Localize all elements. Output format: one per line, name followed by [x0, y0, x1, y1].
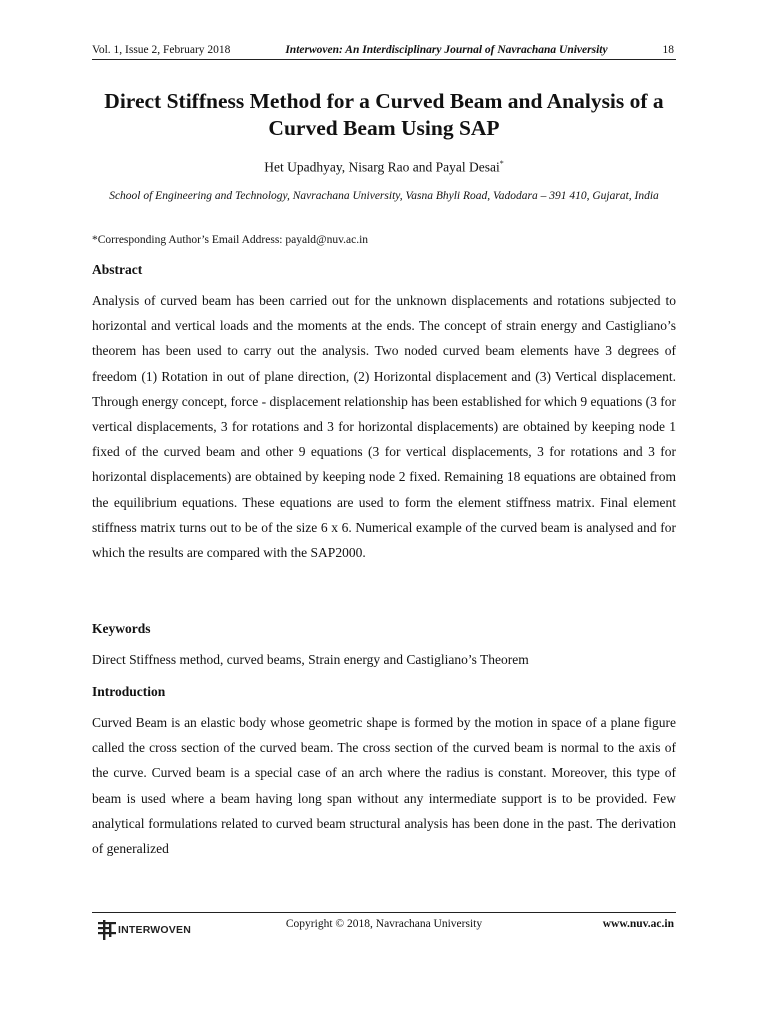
article-title: Direct Stiffness Method for a Curved Beam and Analysis of a Curved Beam Using SAP: [104, 89, 664, 140]
page-footer: [92, 916, 676, 944]
website-link[interactable]: www.nuv.ac.in: [602, 918, 674, 930]
abstract-text: Analysis of curved beam has been carried out for the unknown displacements and rotations subjected to horizontal and vertical loads and the moments at the ends. The concept of strain energy and Castigliano’s theorem has been used to carry out the analysis. Two noded curved beam elements have 3 degrees of freedom (1) Rotation in out of plane direction, (2) Horizontal displacement and (3) Vertical displacement. Through energy concept, force - displacement relationship has been established for which 9 equations (3 for vertical displacements, 3 for rotations and 3 for horizontal displacements) are obtained by keeping node 1 fixed of the curved beam and other 9 equations (3 for vertical displacements, 3 for rotations and 3 for horizontal displacements) are obtained by keeping node 2 fixed. Remaining 18 equations are obtained from the equilibrium equations. These equations are used to form the element stiffness matrix. Final element stiffness matrix turns out to be of the size 6 x 6. Numerical example of the curved beam is analysed and for which the results are compared with the SAP2000.: [92, 293, 676, 561]
page-number: 18: [662, 44, 674, 56]
keywords-text: Direct Stiffness method, curved beams, Strain energy and Castigliano’s Theorem: [92, 652, 529, 667]
journal-name: Interwoven: An Interdisciplinary Journal of Navrachana University: [285, 44, 608, 56]
corresponding-email: *Corresponding Author’s Email Address: payald@nuv.ac.in: [92, 234, 369, 246]
logo-text: INTERWOVEN: [118, 924, 191, 936]
keywords-heading: Keywords: [92, 621, 151, 636]
header-divider: [92, 59, 676, 60]
abstract-heading: Abstract: [92, 262, 143, 277]
introduction-heading: Introduction: [92, 684, 166, 699]
introduction-text: Curved Beam is an elastic body whose geometric shape is formed by the motion in space of a plane figure called the cross section of the curved beam. The cross section of the curved beam is normal to the axis of the curve. Curved beam is a special case of an arch where the radius is constant. Moreover, this type of beam is used where a beam having long span without any intermediate support is to be provided. Few analytical formulations related to curved beam structural analysis has been done in the past. The derivation of generalized: [92, 715, 676, 857]
footer-divider: [92, 912, 676, 913]
copyright-notice: Copyright © 2018, Navrachana University: [285, 918, 483, 930]
issue-info: Vol. 1, Issue 2, February 2018: [92, 44, 231, 56]
affiliation: School of Engineering and Technology, Navrachana University, Vasna Bhyli Road, Vadodara – 391 410, Gujarat, India: [109, 190, 659, 202]
author-list: [92, 155, 676, 176]
page-header: [92, 43, 674, 57]
corresponding-author-mark: *: [499, 159, 504, 168]
authors-text: Het Upadhyay, Nisarg Rao and Payal Desai: [264, 159, 500, 175]
